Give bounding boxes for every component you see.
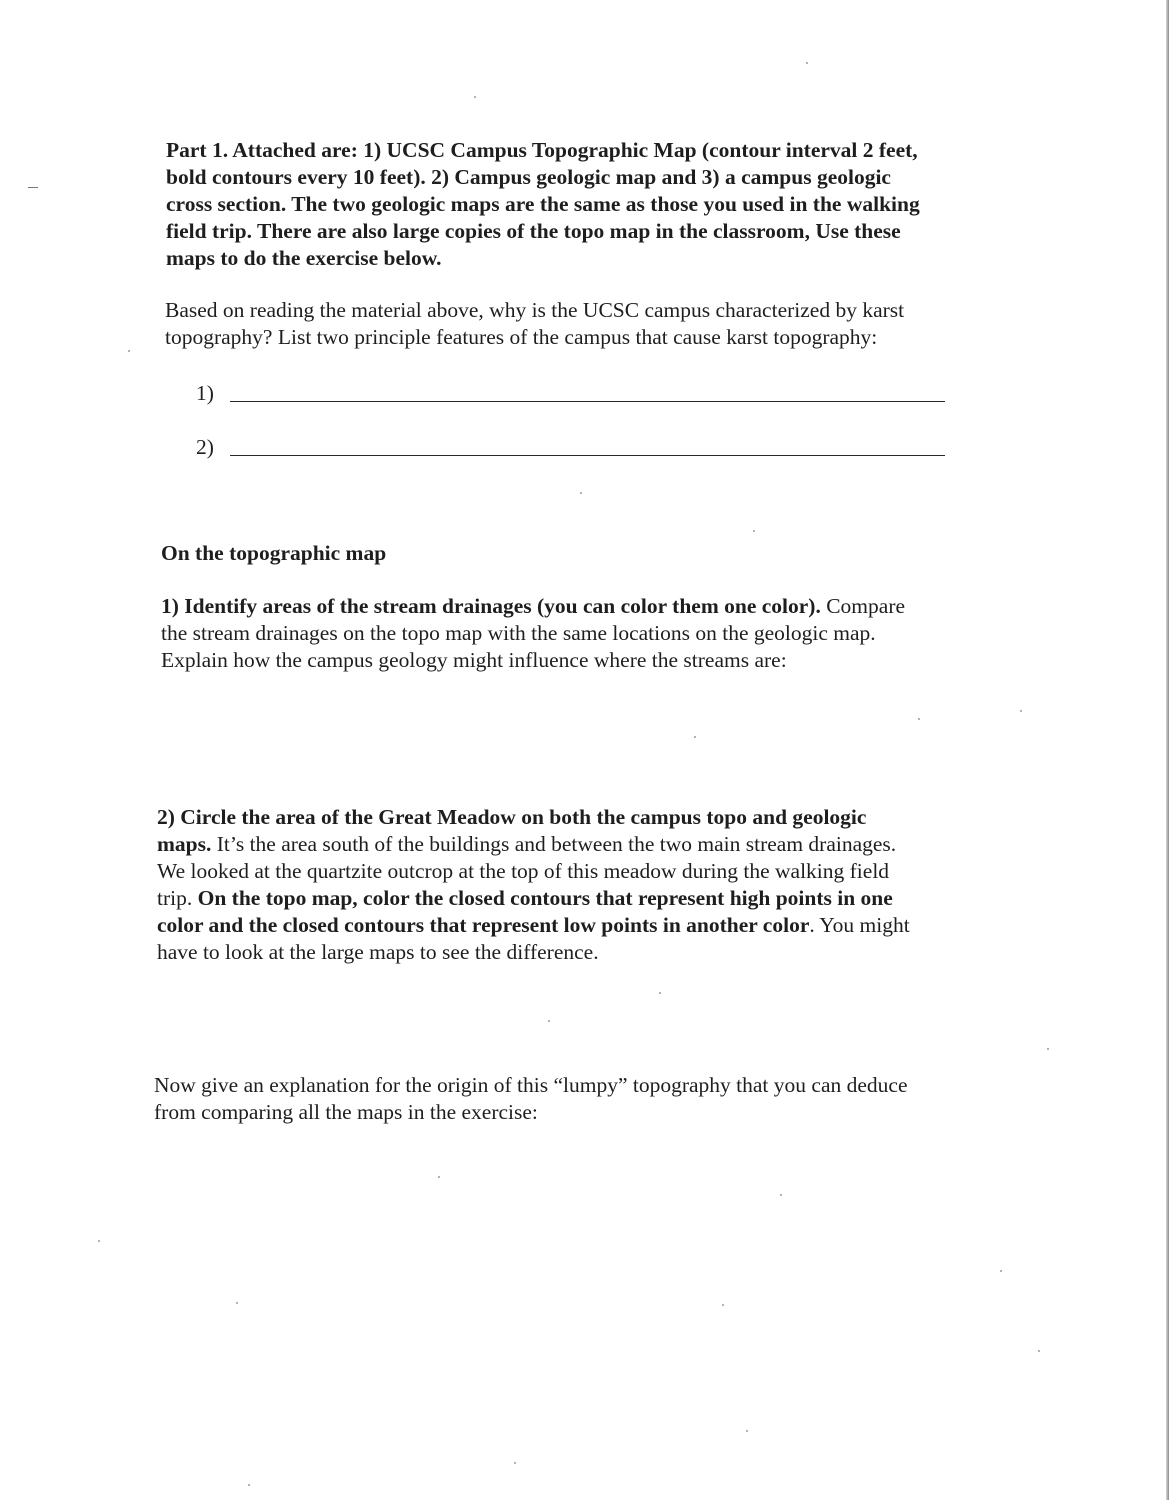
scan-speck <box>548 1020 550 1022</box>
scan-speck <box>746 1430 748 1432</box>
question-line: have to look at the large maps to see the difference. <box>157 940 599 964</box>
scan-speck <box>248 1484 250 1486</box>
scan-speck <box>694 736 696 738</box>
intro-line: cross section. The two geologic maps are the same as those you used in the walking <box>166 192 920 216</box>
scan-speck <box>580 492 582 494</box>
scan-speck <box>806 62 808 64</box>
scan-speck <box>659 992 661 994</box>
answer-blank-1 <box>196 381 956 411</box>
scan-speck <box>236 1302 238 1304</box>
stream-drainage-question <box>161 593 981 674</box>
question-text: It’s the area south of the buildings and between the two main stream drainages. <box>211 832 897 856</box>
intro-line: maps to do the exercise below. <box>166 246 442 270</box>
intro-line: bold contours every 10 feet). 2) Campus geologic map and 3) a campus geologic <box>166 165 891 189</box>
karst-question-line: topography? List two principle features of the campus that cause karst topography: <box>165 325 878 349</box>
scan-mark <box>28 187 38 188</box>
scan-speck <box>474 96 476 98</box>
question-line <box>157 912 977 939</box>
scan-speck <box>753 530 755 532</box>
great-meadow-question <box>157 804 977 966</box>
karst-question <box>165 297 965 351</box>
question-text: Compare <box>820 594 906 618</box>
question-line <box>157 885 977 912</box>
question-bold-text: On the topo map, color the closed contours that represent high points in one <box>192 886 893 910</box>
karst-question-line: Based on reading the material above, why is the UCSC campus characterized by karst <box>165 298 905 322</box>
scan-speck <box>1047 1048 1049 1050</box>
answer-line[interactable] <box>230 455 945 456</box>
question-line: from comparing all the maps in the exercise: <box>154 1100 538 1124</box>
question-line: Now give an explanation for the origin of this “lumpy” topography that you can deduce <box>154 1073 908 1097</box>
question-bold-text: color and the closed contours that represent low points in another color <box>157 913 810 937</box>
scan-speck <box>780 1194 782 1196</box>
answer-number: 1) <box>196 381 214 405</box>
scan-speck <box>1038 1350 1040 1352</box>
scan-speck <box>918 718 920 720</box>
question-line: the stream drainages on the topo map with the same locations on the geologic map. <box>161 621 876 645</box>
intro-line: field trip. There are also large copies of the topo map in the classroom, Use these <box>166 219 901 243</box>
scan-speck <box>722 1304 724 1306</box>
part1-intro <box>166 137 986 272</box>
answer-line[interactable] <box>230 401 945 402</box>
answer-number: 2) <box>196 435 214 459</box>
question-line: 2) Circle the area of the Great Meadow on both the campus topo and geologic <box>157 805 867 829</box>
question-line <box>161 593 981 620</box>
question-bold-text: maps. <box>157 832 212 856</box>
scan-speck <box>438 1176 440 1178</box>
answer-blank-2 <box>196 435 956 465</box>
topo-heading: On the topographic map <box>161 541 387 565</box>
question-line: We looked at the quartzite outcrop at the top of this meadow during the walking field <box>157 859 890 883</box>
scan-speck <box>514 1462 516 1464</box>
question-text: . You might <box>809 913 910 937</box>
question-line: Explain how the campus geology might influence where the streams are: <box>161 648 787 672</box>
scan-speck <box>128 350 130 352</box>
scan-speck <box>1020 710 1022 712</box>
question-text: trip. <box>157 886 193 910</box>
scan-speck <box>1000 1270 1002 1272</box>
question-line <box>157 831 977 858</box>
lumpy-topography-question <box>154 1072 974 1126</box>
intro-line: Part 1. Attached are: 1) UCSC Campus Topographic Map (contour interval 2 feet, <box>166 138 918 162</box>
scan-speck <box>98 1240 100 1242</box>
question-bold-lead: 1) Identify areas of the stream drainages (you can color them one color). <box>161 594 821 618</box>
